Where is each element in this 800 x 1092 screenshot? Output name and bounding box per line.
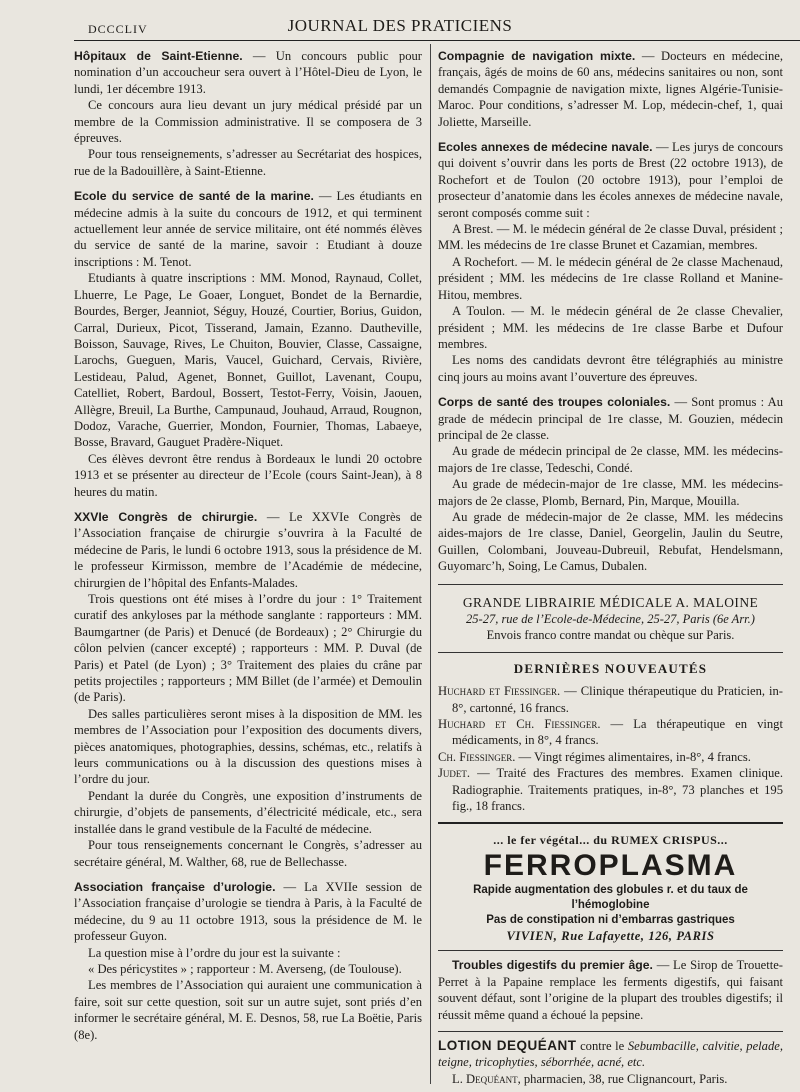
ad-nouveautes [438,652,783,815]
list-item: Huchard et Fiessinger. — Clinique thérapeutique du Praticien, in-8°, cartonné, 16 francs. [438,684,783,715]
nouveautes-list [438,683,783,814]
ad-maloine-title: GRANDE LIBRAIRIE MÉDICALE A. MALOINE [462,594,759,610]
ferroplasma-brand: FERROPLASMA [483,848,738,882]
article-paragraph: « Des péricystites » ; rapporteur : M. Averseng, (de Toulouse). [88,961,402,976]
article-paragraph: Corps de santé des troupes coloniales. — Sont promus : Au grade de médecin principal de 1re classe, M. Gouzien, médecin principal de 2e classe. [438,395,783,442]
article-heading: XXVIe Congrès de chirurgie. [74,509,258,524]
article-paragraph: Trois questions ont été mises à l’ordre du jour : 1° Traitement curatif des ankyloses par la méthode sanglante : rapporteurs : MM. Baumgartner (de Paris) et Denucé (de Bordeaux) ; 2° Chirurgie du côlon pelvien (cancer excepté) ; rapporteurs : MM. P. Duval (de Paris) et Patel (de Lyon) ; 3° Traitement des plaies du crâne par petits projectiles ; rapporteurs ; MM Billet (de l’armée) et Demoulin (de Paris). [74,592,422,705]
nouveautes-title: DERNIÈRES NOUVEAUTÉS [513,660,708,676]
article-paragraph: Ces élèves devront être rendus à Bordeaux le lundi 20 octobre 1913 et se présenter au directeur de l’Ecole (cours Saint-Jean), à 8 heures du matin. [74,451,422,499]
ferroplasma-line: Rapide augmentation des globules r. et du taux de l’hémoglobine [473,883,748,911]
article-hopitaux-saint-etienne [74,48,422,179]
ad-maloine [438,584,783,644]
article-ecoles-annexes [438,139,783,385]
journal-title: JOURNAL DES PRATICIENS [287,16,513,35]
article-paragraph: Association française d’urologie. — La XVIIe session de l’Association française d’urologie se tiendra à Paris, à la Faculté de médecine, du 9 au 11 octobre 1913, sous la présidence de M. le professeur Guyon. [74,879,422,944]
ad-lotion-dequeant [438,1031,783,1087]
article-association-urologie [74,879,422,1043]
article-compagnie-navigation [438,48,783,130]
article-paragraph: Des salles particulières seront mises à la disposition de MM. les membres de l’Association pour l’exposition des documents divers, pièces anatomiques, photographies, dessins, schémas, etc., relatifs à leurs communications ou à la discussion des questions mises à l’ordre du jour. [74,706,422,787]
article-paragraph: Au grade de médecin-major de 2e classe, MM. les médecins aides-majors de 1re classe, Daniel, Georgelin, Jaulin du Seutre, Guillen, Colombani, Jouveau-Dubreuil, Rebufat, Hendelsmann, Guyomarc’h, Soing, Le Camus, Dubalen. [438,509,783,574]
article-corps-sante-coloniales [438,394,783,574]
article-paragraph: Compagnie de navigation mixte. — Docteurs en médecine, français, âgés de moins de 60 ans, médecins sanitaires ou non, sont demandés Compagnie de navigation mixte, lignes Algérie-Tunisie-Maroc. Pour conditions, s’adresser M. Lop, médecin-chef, 1, quai Joliette, Marseille. [438,49,783,129]
page-header [0,0,800,42]
article-heading: Corps de santé des troupes coloniales. [438,395,671,410]
list-item: Huchard et Ch. Fiessinger. — La thérapeutique en vingt médicaments, in 8°, 4 francs. [438,717,783,748]
article-heading: Compagnie de navigation mixte. [438,49,636,63]
article-paragraph: Pendant la durée du Congrès, une exposition d’instruments de chirurgie, d’objets de pansements, d’électricité médicale, etc., sera installée dans le grand vestibule de la Faculté de médecine. [74,788,422,836]
article-paragraph: A Toulon. — M. le médecin général de 2e classe Chevalier, président ; MM. les médecins de 1re classe Barbe et Dufour membres. [438,304,783,351]
ad-ferroplasma [438,822,783,944]
list-item: Judet. — Traité des Fractures des membres. Examen clinique. Radiographie. Traitements pratiques, in-8°, 73 planches et 195 fig., 18 francs. [438,766,783,814]
article-paragraph: Au grade de médecin principal de 2e classe, MM. les médecins-majors de 1re classe, Tedeschi, Condé. [438,444,783,475]
article-paragraph: XXVIe Congrès de chirurgie. — Le XXVIe Congrès de l’Association française de chirurgie s’ouvrira à la Faculté de médecine de Paris, le lundi 6 octobre 1913, sous la présidence de M. le professeur Kirmisson, membre de l’Académie de médecine, chirurgien de l’hôpital des Enfants-Malades. [74,509,422,590]
article-ecole-sante-marine [74,188,422,500]
article-heading: Ecole du service de santé de la marine. [74,189,314,204]
article-paragraph: Ecole du service de santé de la marine. — Les étudiants en médecine admis à la suite du concours de 1912, et qui terminent actuellement leur année de service militaire, ont été nommés élèves du service de santé de la marine, savoir : Etudiant à douze inscriptions : M. Tenot. [74,189,422,269]
article-paragraph: La question mise à l’ordre du jour est la suivante : [88,945,341,960]
article-paragraph: A Rochefort. — M. le médecin général de 2e classe Machenaud, président ; MM. les médecins de 1re classe Rolland et Manine-Hitou, membres. [438,254,783,302]
article-paragraph: Pour tous renseignements concernant le Congrès, s’adresser au secrétaire général, M. Walther, 68, rue de Bellechasse. [74,838,422,869]
ad-maloine-address: 25-27, rue de l’Ecole-de-Médecine, 25-27, Paris (6e Arr.) [466,612,755,626]
article-heading: Hôpitaux de Saint-Etienne. [74,49,243,63]
article-paragraph: Ecoles annexes de médecine navale. — Les jurys de concours qui doivent s’ouvrir dans les ports de Brest (22 octobre 1913), de Rochefort et de Toulon (20 octobre 1913), pour l’emploi de prosecteur d’anatomie dans les écoles annexes de médecine navale, seront composés comme suit : [438,140,783,220]
ferroplasma-address: VIVIEN, Rue Lafayette, 126, PARIS [506,928,715,943]
page-number: DCCCLIV [88,22,148,36]
right-column [438,48,783,1087]
ad-troubles-digestifs [438,950,783,1023]
article-paragraph: LOTION DEQUÉANT contre le Sebumbacille, calvitie, pelade, teigne, tricophyties, séborrhée, acné, etc. [438,1037,784,1070]
article-paragraph: Les noms des candidats devront être télégraphiés au ministre cinq jours au moins avant l’ouverture des épreuves. [438,353,783,384]
article-heading: Troubles digestifs du premier âge. [452,958,653,973]
ad-maloine-envoi: Envois franco contre mandat ou chèque sur Paris. [486,628,735,643]
article-paragraph: Au grade de médecin-major de 1re classe, MM. les médecins-majors de 2e classe, Plomb, Bernard, Pin, Marque, Mouilla. [438,477,783,508]
ferroplasma-line: Pas de constipation ni d’embarras gastriques [486,913,735,926]
left-column [74,48,422,1052]
article-paragraph: L. Dequéant, pharmacien, 38, rue Clignancourt, Paris. [452,1071,728,1086]
ferroplasma-tagline: ... le fer végétal... du RUMEX CRISPUS... [493,833,728,848]
article-paragraph: Ce concours aura lieu devant un jury médical présidé par un membre de la Commission administrative. Il se composera de 3 épreuves. [74,98,422,146]
column-divider [430,44,431,1084]
article-heading: Ecoles annexes de médecine navale. [438,140,653,155]
article-paragraph: Hôpitaux de Saint-Etienne. — Un concours public pour nomination d’un accoucheur sera ouvert à l’Hôtel-Dieu de Lyon, le lundi, 1er décembre 1913. [74,49,422,96]
article-paragraph: Etudiants à quatre inscriptions : MM. Monod, Raynaud, Collet, Lhuerre, Le Page, Le Goaer, Longuet, Bondet de la Bernardie, Bourdes, Berger, Jeanniot, Séguy, Houzé, Courtier, Borius, Guidon, Carral, Durieux, Picot, Tisserand, Jamain, Ezanno. Dautheville, Boisson, Sauvage, Rives, Le Chuiton, Bouvier, Classe, Cassaigne, Larochs, Gueguen, Maris, Vaucel, Guichard, Cervais, Rivière, Lestideau, Palud, Agenet, Bonnet, Guillot, Lavenant, Coupu, Catelliet, Robert, Bardoul, Bossert, Testot-Ferry, Voisin, Jaouen, Allègre, Breuil, La Burthe, Campunaud, Jouhaud, Arraud, Rougnon, Dodoz, Varache, Guerrier, Mondon, Fournier, Thomas, Labaeye, Bosse, Bravard, Gauguet Pradère-Niquet. [74,271,422,450]
list-item: Ch. Fiessinger. — Vingt régimes alimentaires, in-8°, 4 francs. [438,749,751,764]
article-paragraph: A Brest. — M. le médecin général de 2e classe Duval, président ; MM. les médecins de 1re classe Brunet et Cazamian, membres. [438,222,783,253]
article-paragraph: Pour tous renseignements, s’adresser au Secrétariat des hospices, rue de la Badouillère, à Saint-Etienne. [74,147,422,178]
article-paragraph: Les membres de l’Association qui auraient une communication à faire, soit sur cette question, soit sur un autre sujet, sont priés d’en informer le secrétaire général, M. E. Desnos, 58, rue La Boëtie, Paris (8e). [74,978,422,1042]
article-heading: Association française d’urologie. [74,879,276,894]
header-rule [74,40,800,41]
article-congres-chirurgie [74,509,422,870]
article-paragraph: Troubles digestifs du premier âge. — Le Sirop de Trouette-Perret à la Papaine remplace les ferments digestifs, qui faisant souvent défaut, sont l’origine de la plupart des troubles digestifs; il réussit même quand a échoué la pepsine. [438,958,783,1022]
lotion-brand: LOTION DEQUÉANT [438,1037,577,1053]
